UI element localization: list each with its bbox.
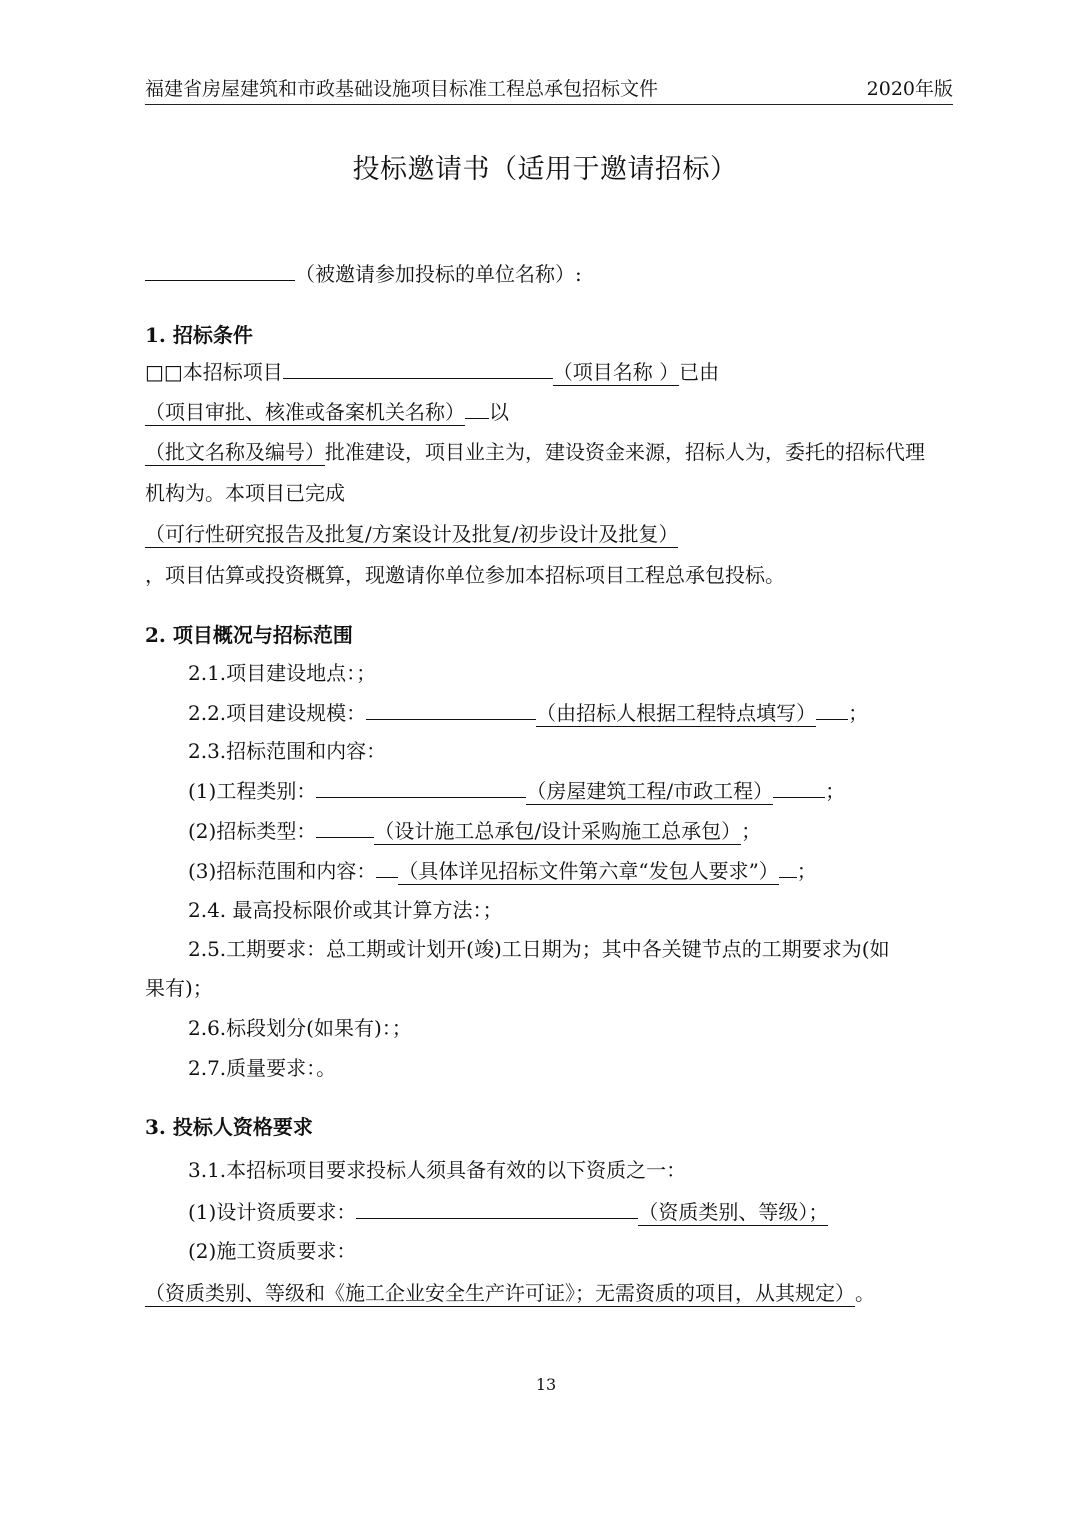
- construction-label: (2)施工资质要求：: [188, 1239, 357, 1263]
- approval-authority-hint: （项目审批、核准或备案机关名称）: [145, 400, 465, 424]
- item-2-3: 2.3.招标范围和内容：: [188, 739, 387, 763]
- yi-text: 以: [489, 400, 509, 424]
- item-2-2-end: ；: [848, 701, 869, 725]
- project-name-blank: [283, 356, 553, 379]
- item-2-5a: 2.5.工期要求：总工期或计划开(竣)工日期为；其中各关键节点的工期要求为(如: [188, 937, 890, 961]
- item-2-1: 2.1.项目建设地点：；: [188, 661, 377, 685]
- addressee-blank: [145, 258, 295, 281]
- page-header: [145, 76, 953, 105]
- section1-line4: 机构为。本项目已完成: [145, 481, 345, 505]
- scale-blank-tail: [816, 697, 848, 720]
- item-2-3-3: [188, 855, 817, 886]
- addressee-line: [145, 258, 582, 289]
- section1-line2: [145, 396, 509, 427]
- section2-heading: 2. 项目概况与招标范围: [145, 623, 353, 647]
- item-1-end: ；: [825, 779, 846, 803]
- item-1-label: (1)工程类别：: [188, 779, 317, 803]
- scale-blank: [366, 697, 536, 720]
- item-3-label: (3)招标范围和内容：: [188, 859, 377, 883]
- item-2-label: (2)招标类型：: [188, 819, 317, 843]
- approval-text-1: 批准建设，项目业主为，建设资金来源，招标人为，委托的招标代理: [325, 440, 925, 464]
- item-2-2-hint: （由招标人根据工程特点填写）: [536, 701, 817, 725]
- item-2-3-1: [188, 775, 845, 806]
- item-2-4: 2.4. 最高投标限价或其计算方法：；: [188, 898, 503, 922]
- header-edition: 2020年版: [866, 78, 953, 100]
- construction-qualification: [145, 1278, 875, 1308]
- item-2-end: ；: [741, 819, 762, 843]
- item-2-3-2: [188, 815, 761, 846]
- item-1-hint: （房屋建筑工程/市政工程）: [526, 779, 774, 803]
- item-3-1: 3.1.本招标项目要求投标人须具备有效的以下资质之一：: [188, 1158, 687, 1182]
- item-3-end: ；: [796, 859, 817, 883]
- item-2-5b: 果有)；: [145, 976, 213, 1000]
- item-2-2: [188, 697, 868, 728]
- item-2-7: 2.7.质量要求：。: [188, 1056, 337, 1080]
- item-2-6: 2.6.标段划分(如果有)：；: [188, 1016, 412, 1040]
- addressee-hint: （被邀请参加投标的单位名称）:: [295, 262, 582, 286]
- scope-blank: [376, 855, 398, 878]
- section1-line1: [145, 356, 719, 387]
- page-number: 13: [535, 1375, 557, 1394]
- design-qualification: [188, 1196, 828, 1227]
- type-blank: [316, 815, 374, 838]
- category-blank-tail: [773, 775, 825, 798]
- design-hint: （资质类别、等级）；: [638, 1200, 829, 1224]
- completed-hint: （可行性研究报告及批复/方案设计及批复/初步设计及批复）: [145, 522, 679, 546]
- scope-blank-tail: [779, 855, 797, 878]
- approval-authority-blank: [465, 396, 489, 419]
- approval-doc-hint: （批文名称及编号）: [145, 440, 325, 464]
- design-label: (1)设计资质要求：: [188, 1200, 357, 1224]
- construction-hint: （资质类别、等级和《施工企业安全生产许可证》；无需资质的项目，从其规定）: [145, 1281, 855, 1305]
- design-blank: [356, 1196, 638, 1219]
- section1-lead: □□本招标项目: [145, 360, 283, 384]
- item-2-hint: （设计施工总承包/设计采购施工总承包）: [374, 819, 742, 843]
- section1-line3: [145, 437, 925, 467]
- item-2-2-label: 2.2.项目建设规模：: [188, 701, 367, 725]
- section1-heading: 1. 招标条件: [145, 323, 253, 347]
- category-blank: [316, 775, 526, 798]
- construction-end: 。: [855, 1281, 875, 1305]
- section1-closing: ，项目估算或投资概算，现邀请你单位参加本招标项目工程总承包投标。: [145, 563, 785, 587]
- page-title: 投标邀请书（适用于邀请招标）: [352, 154, 738, 185]
- project-name-hint: （项目名称 ）: [552, 360, 680, 384]
- item-3-hint: （具体详见招标文件第六章“发包人要求”）: [398, 859, 779, 883]
- section3-heading: 3. 投标人资格要求: [145, 1115, 313, 1139]
- already-by: 已由: [679, 360, 720, 384]
- header-doc-title: 福建省房屋建筑和市政基础设施项目标准工程总承包招标文件: [145, 78, 659, 100]
- section1-line5: [145, 519, 678, 549]
